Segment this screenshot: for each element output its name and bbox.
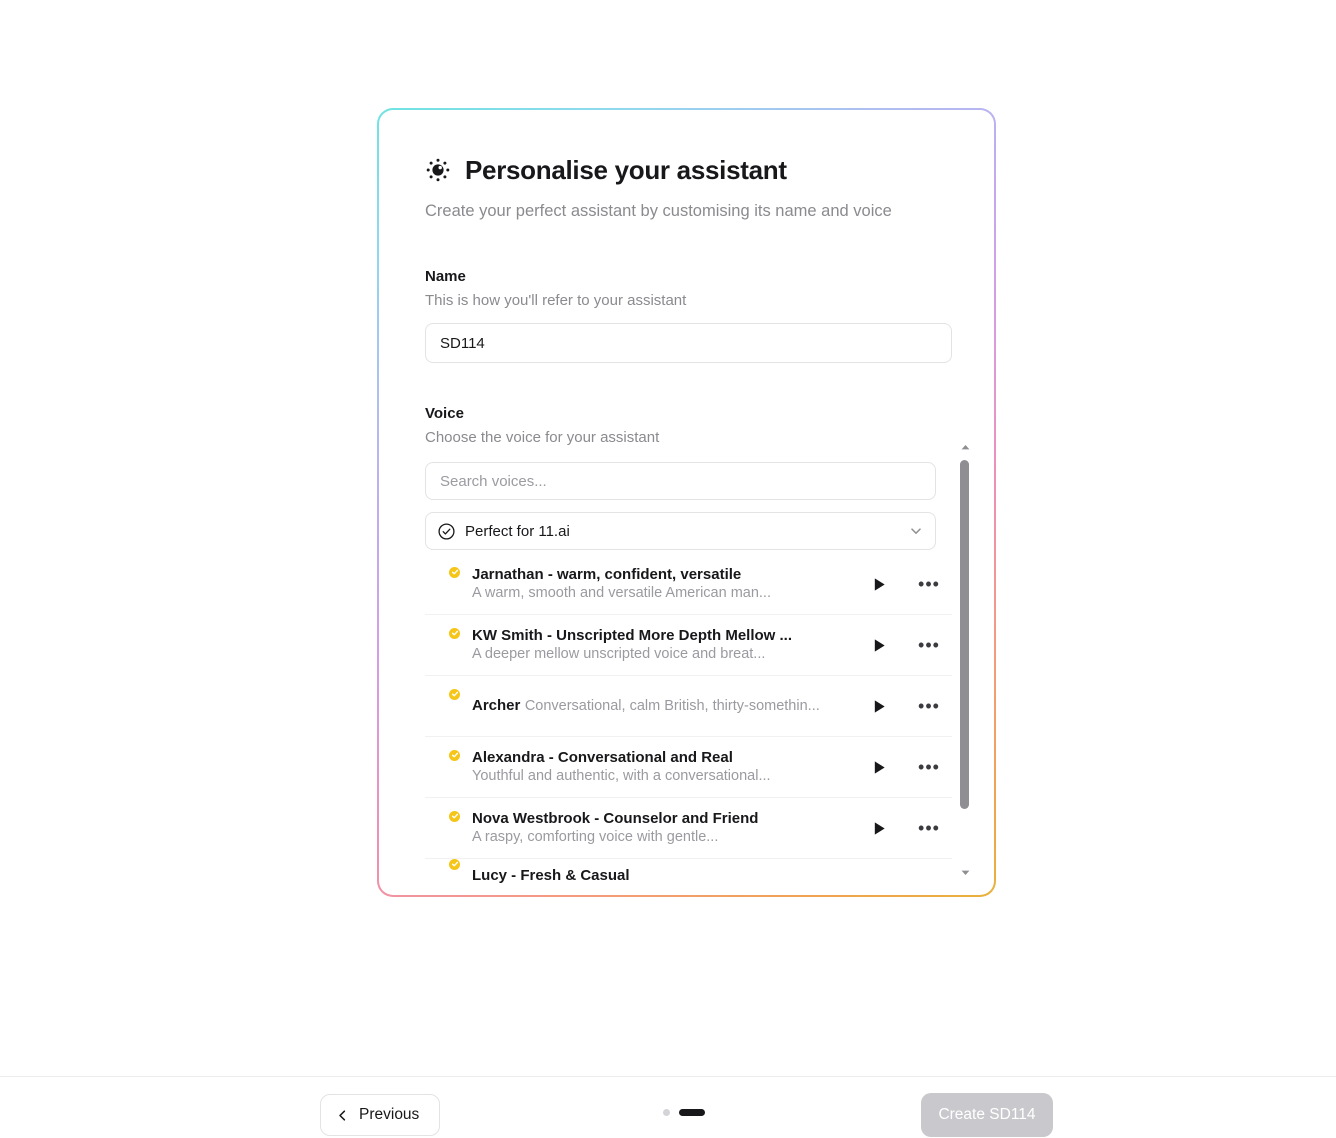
card-inner <box>379 110 994 895</box>
voice-text <box>472 749 852 785</box>
name-help-text: This is how you'll refer to your assistant <box>425 292 687 310</box>
voice-name: KW Smith - Unscripted More Depth Mellow ... <box>472 627 793 645</box>
voice-name: Jarnathan - warm, confident, versatile <box>472 566 742 584</box>
list-item[interactable] <box>425 615 952 676</box>
verified-icon <box>448 627 461 640</box>
verified-icon <box>448 688 461 701</box>
verified-icon <box>448 810 461 823</box>
avatar <box>425 568 458 601</box>
voice-text <box>472 627 852 663</box>
voice-search-input[interactable]: Search voices... <box>425 462 936 500</box>
voice-text <box>472 697 852 715</box>
verified-icon <box>448 749 461 762</box>
scroll-down-icon[interactable] <box>960 865 971 876</box>
voice-description: A deeper mellow unscripted voice and breat... <box>472 646 766 663</box>
more-options-icon[interactable]: ••• <box>918 634 940 655</box>
avatar <box>425 812 458 845</box>
card-subtitle: Create your perfect assistant by customising its name and voice <box>425 201 892 220</box>
voice-description: A warm, smooth and versatile American man... <box>472 585 771 602</box>
chevron-down-icon <box>909 524 923 538</box>
scroll-up-icon[interactable] <box>960 440 971 451</box>
voice-help-text: Choose the voice for your assistant <box>425 429 660 447</box>
voice-description: Youthful and authentic, with a conversational... <box>472 768 771 785</box>
list-item[interactable] <box>425 859 952 893</box>
footer-bar <box>0 1076 1336 1138</box>
voice-filter-label: Perfect for 11.ai <box>465 522 570 540</box>
play-icon[interactable] <box>866 693 892 719</box>
play-icon[interactable] <box>866 815 892 841</box>
card-header <box>425 156 948 185</box>
name-field-block <box>425 268 948 363</box>
name-label: Name <box>425 268 466 286</box>
play-icon[interactable] <box>866 754 892 780</box>
list-item[interactable] <box>425 798 952 859</box>
voice-name: Lucy - Fresh & Casual <box>472 867 630 885</box>
page-title: Personalise your assistant <box>465 155 787 185</box>
more-options-icon[interactable]: ••• <box>918 573 940 594</box>
voice-name: Nova Westbrook - Counselor and Friend <box>472 810 759 828</box>
chevron-left-icon <box>335 1108 350 1123</box>
voice-text <box>472 810 852 846</box>
avatar <box>425 629 458 662</box>
list-item[interactable] <box>425 554 952 615</box>
step-indicator <box>663 1109 705 1116</box>
step-dot-1[interactable] <box>663 1109 670 1116</box>
verified-badge-icon <box>438 523 455 540</box>
verified-icon <box>448 859 461 871</box>
more-options-icon[interactable]: ••• <box>918 695 940 716</box>
play-icon[interactable] <box>866 632 892 658</box>
list-item[interactable] <box>425 676 952 737</box>
assistant-name-input[interactable]: SD114 <box>425 323 952 363</box>
voice-list[interactable] <box>425 554 952 893</box>
sparkle-icon <box>425 157 451 183</box>
previous-button-label: Previous <box>359 1106 420 1123</box>
avatar <box>425 860 458 893</box>
step-dot-2[interactable] <box>679 1109 705 1116</box>
list-item[interactable] <box>425 737 952 798</box>
avatar <box>425 690 458 723</box>
verified-icon <box>448 566 461 579</box>
voice-field-block <box>425 405 948 893</box>
avatar <box>425 751 458 784</box>
voice-name: Alexandra - Conversational and Real <box>472 749 733 767</box>
more-options-icon[interactable]: ••• <box>918 817 940 838</box>
voice-label: Voice <box>425 405 464 423</box>
voice-name: Archer <box>472 697 521 715</box>
voice-text <box>472 566 852 602</box>
create-assistant-button[interactable]: Create SD114 <box>921 1093 1053 1137</box>
voice-description: Conversational, calm British, thirty-somethin... <box>524 698 820 715</box>
previous-button[interactable] <box>320 1094 440 1136</box>
voice-description: A raspy, comforting voice with gentle... <box>472 829 719 846</box>
more-options-icon[interactable]: ••• <box>918 756 940 777</box>
card-body <box>379 110 994 893</box>
scrollbar-thumb[interactable] <box>960 460 969 809</box>
personalise-assistant-card <box>377 108 996 897</box>
play-icon[interactable] <box>866 571 892 597</box>
voice-text <box>472 867 948 885</box>
voice-filter-dropdown[interactable] <box>425 512 936 550</box>
